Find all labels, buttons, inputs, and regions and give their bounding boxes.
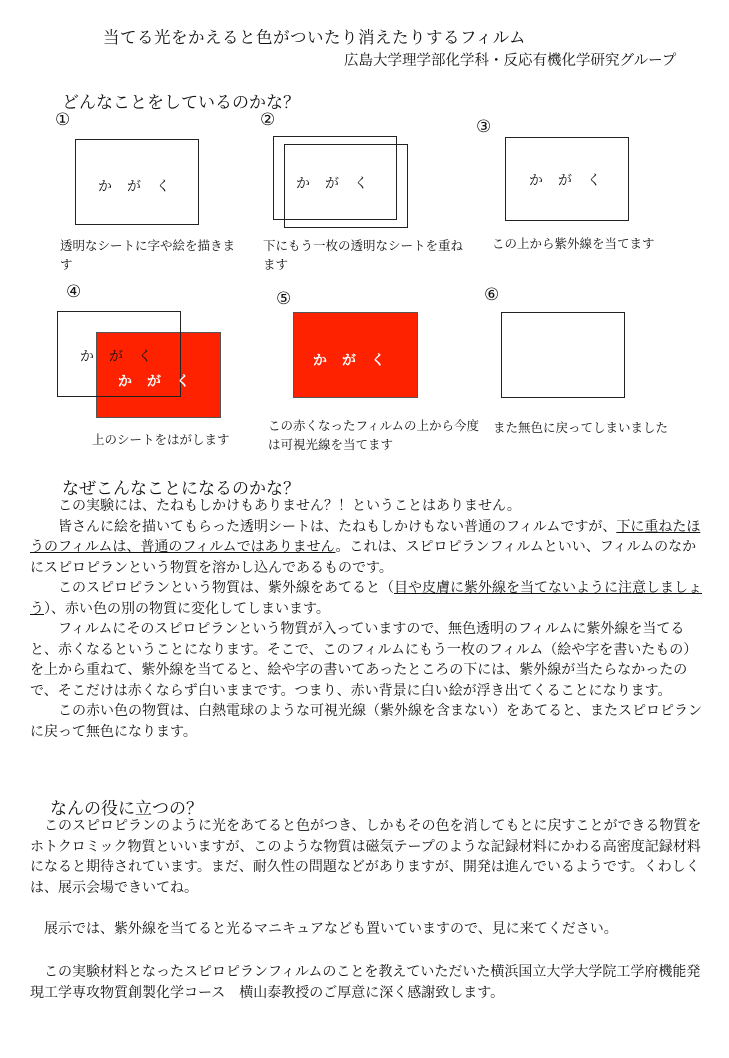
section-heading-use: なんの役に立つの？	[50, 799, 203, 819]
sheet-text-kagaku: かがく	[296, 176, 383, 192]
affiliation: 広島大学理学部化学科・反応有機化学研究グループ	[344, 53, 677, 69]
step-caption-6: また無色に戻ってしまいました	[493, 420, 669, 435]
paragraph	[30, 517, 706, 579]
step-number-2: ②	[260, 110, 276, 130]
sheet-text-kagaku: かがく	[98, 179, 185, 195]
colorless-film	[501, 312, 625, 398]
underlined-text: 下に重ねたほうのフィルムは、普通のフィルムではありません	[30, 518, 701, 555]
step-number-5: ⑤	[276, 289, 292, 309]
text-run: このスピロピランという物質は、紫外線をあてると（	[58, 580, 394, 596]
text-run: 。これは、スピロピランフィルムといい、フィルムのなかにスピロピランという物質を溶かし込んであるものです。	[30, 539, 697, 576]
film-text-kagaku-white: かがく	[118, 374, 205, 390]
step-number-4: ④	[66, 282, 82, 302]
text-run: ）、赤い色の別の物質に変化してしまいます。	[44, 600, 330, 617]
step-number-6: ⑥	[484, 285, 500, 305]
film-text-kagaku-white: かがく	[313, 353, 400, 369]
paragraph: 展示では、紫外線を当てると光るマニキュアなども置いていますので、見に来てください。	[44, 921, 618, 937]
sheet-text-kagaku: かがく	[529, 173, 616, 189]
step-caption-2: 下にもう一枚の透明なシートを重ねます	[263, 238, 464, 272]
acknowledgement	[30, 962, 706, 1003]
section-heading-why: なぜこんなことになるのかな？	[62, 479, 300, 499]
text-run: 皆さんに絵を描いてもらった透明シートは、たねもしかけもない普通のフィルムですが、	[58, 518, 617, 535]
usage-text	[30, 816, 706, 898]
paragraph	[30, 578, 706, 619]
page-title: 当てる光をかえると色がついたり消えたりするフィルム	[103, 28, 527, 47]
step-caption-1: 透明なシートに字や絵を描きます	[60, 238, 236, 272]
paragraph: フィルムにそのスピロピランという物質が入っていますので、無色透明のフィルムに紫外線を当てると、赤くなるということになります。そこで、このフィルムにもう一枚のフィルム（絵や字を書いたもの）を上から重ねて、紫外線を当てると、絵や字の書いてあったところの下には、紫外線が当たらなかったので、そこだけは赤くならず白いままです。つまり、赤い背景に白い絵が浮き出てくることになります。	[30, 621, 698, 699]
step-caption-3: この上から紫外線を当てます	[492, 236, 655, 251]
sheet-text-kagaku: かがく	[80, 349, 167, 365]
explanation-text	[30, 496, 706, 742]
step-number-1: ①	[55, 110, 71, 130]
section-heading-what: どんなことをしているのかな？	[62, 93, 300, 113]
step-caption-5: この赤くなったフィルムの上から今度は可視光線を当てます	[268, 418, 480, 452]
step-number-3: ③	[476, 117, 492, 137]
paragraph: この実験には、たねもしかけもありません？！ということはありません。	[58, 498, 521, 514]
step-caption-4: 上のシートをはがします	[92, 432, 230, 447]
exhibit-note	[30, 919, 706, 940]
paragraph: このスピロピランのように光をあてると色がつき、しかもその色を消してもとに戻すことができる物質をホトクロミック物質といいますが、このような物質は磁気テープのような記録材料にかわる高密度記録材料になると期待されています。まだ、耐久性の問題などがありますが、開発は進んでいるようです。くわしくは、展示会場できいてね。	[30, 818, 702, 896]
paragraph: この赤い色の物質は、白熱電球のような可視光線（紫外線を含まない）をあてると、またスピロピランに戻って無色になります。	[30, 703, 702, 740]
paragraph: この実験材料となったスピロピランフィルムのことを教えていただいた横浜国立大学大学院工学府機能発現工学専攻物質創製化学コース 横山泰教授のご厚意に深く感謝致します。	[30, 964, 701, 1001]
underlined-text: 目や皮膚に紫外線を当てないように注意しましょう	[30, 580, 702, 617]
